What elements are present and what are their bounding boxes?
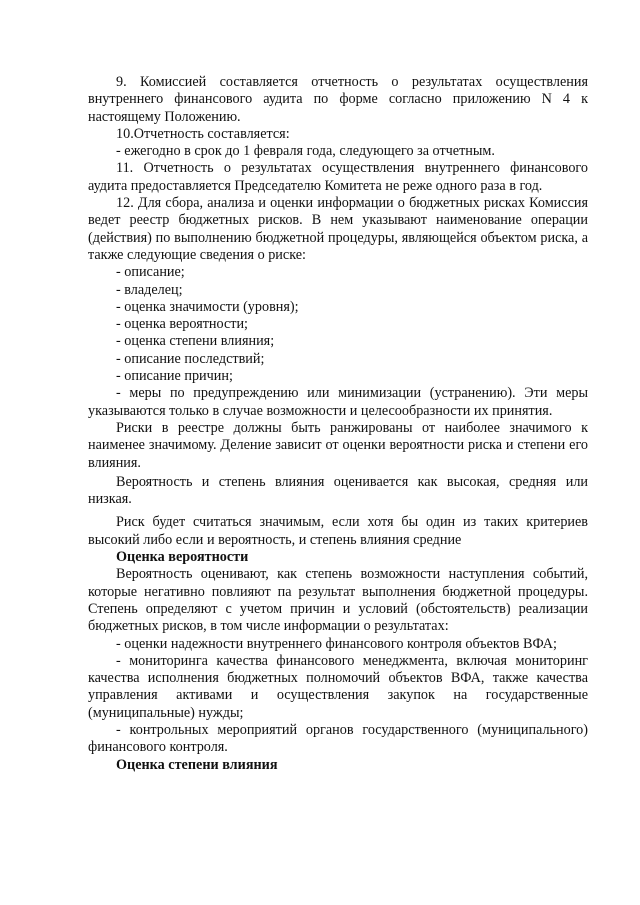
- significance-paragraph: Риск будет считаться значимым, если хотя бы один из таких критериев высокий либо если и вероятность, и степень влияния средние: [88, 514, 588, 548]
- list-item: - оценка вероятности;: [116, 316, 248, 333]
- heading-influence: Оценка степени влияния: [116, 756, 278, 773]
- probability-results-list: [88, 636, 588, 757]
- paragraph-9: 9. Комиссией составляется отчетность о результатах осуществления внутреннего финансового аудита по форме согласно приложению N 4 к настоящему Положению.: [88, 74, 588, 125]
- list-item: - владелец;: [116, 281, 183, 298]
- risk-details-list: [88, 264, 588, 385]
- paragraph-11: 11. Отчетность о результатах осуществления внутреннего финансового аудита предоставляется Председателю Комитета не реже одного раза в год.: [88, 160, 588, 194]
- list-item: - оценка степени влияния;: [116, 333, 275, 350]
- list-item: - описание последствий;: [116, 350, 265, 367]
- list-item: - описание;: [116, 264, 185, 281]
- probability-paragraph: Вероятность оценивают, как степень возможности наступления событий, которые негативно повлияют па результат выполнения бюджетной процедуры. Степень определяют с учетом причин и условий (обстоятельств) реализации бюджетных рисков, в том числе информации о результатах:: [88, 566, 588, 635]
- list-item: - оценка значимости (уровня);: [116, 298, 299, 315]
- measures-paragraph: - меры по предупреждению или минимизации (устранению). Эти меры указываются только в случае возможности и целесообразности их принятия.: [88, 385, 588, 419]
- list-item: - оценки надежности внутреннего финансового контроля объектов ВФА;: [116, 635, 557, 652]
- list-item: - контрольных мероприятий органов государственного (муниципального) финансового контроля.: [88, 721, 588, 756]
- paragraph-10: 10.Отчетность составляется:: [116, 125, 290, 142]
- list-item: - мониторинга качества финансового менеджмента, включая мониторинг качества исполнения бюджетных полномочий объектов ВФА, также качества управления активами и осуществления закупок на государственные (муниципальные) нужды;: [88, 652, 588, 721]
- list-item: - описание причин;: [116, 368, 233, 385]
- document-page: [88, 74, 588, 774]
- paragraph-12: 12. Для сбора, анализа и оценки информации о бюджетных рисках Комиссия ведет реестр бюджетных рисков. В нем указывают наименование операции (действия) по выполнению бюджетной процедуры, являющейся объектом риска, а также следующие сведения о риске:: [88, 195, 588, 263]
- paragraph-10-item: - ежегодно в срок до 1 февраля года, следующего за отчетным.: [116, 143, 495, 160]
- ranking-paragraph: Риски в реестре должны быть ранжированы от наиболее значимого к наименее значимому. Деление зависит от оценки вероятности риска и степени его влияния.: [88, 419, 588, 471]
- heading-probability: Оценка вероятности: [116, 549, 249, 566]
- evaluation-paragraph: Вероятность и степень влияния оценивается как высокая, средняя или низкая.: [88, 473, 588, 508]
